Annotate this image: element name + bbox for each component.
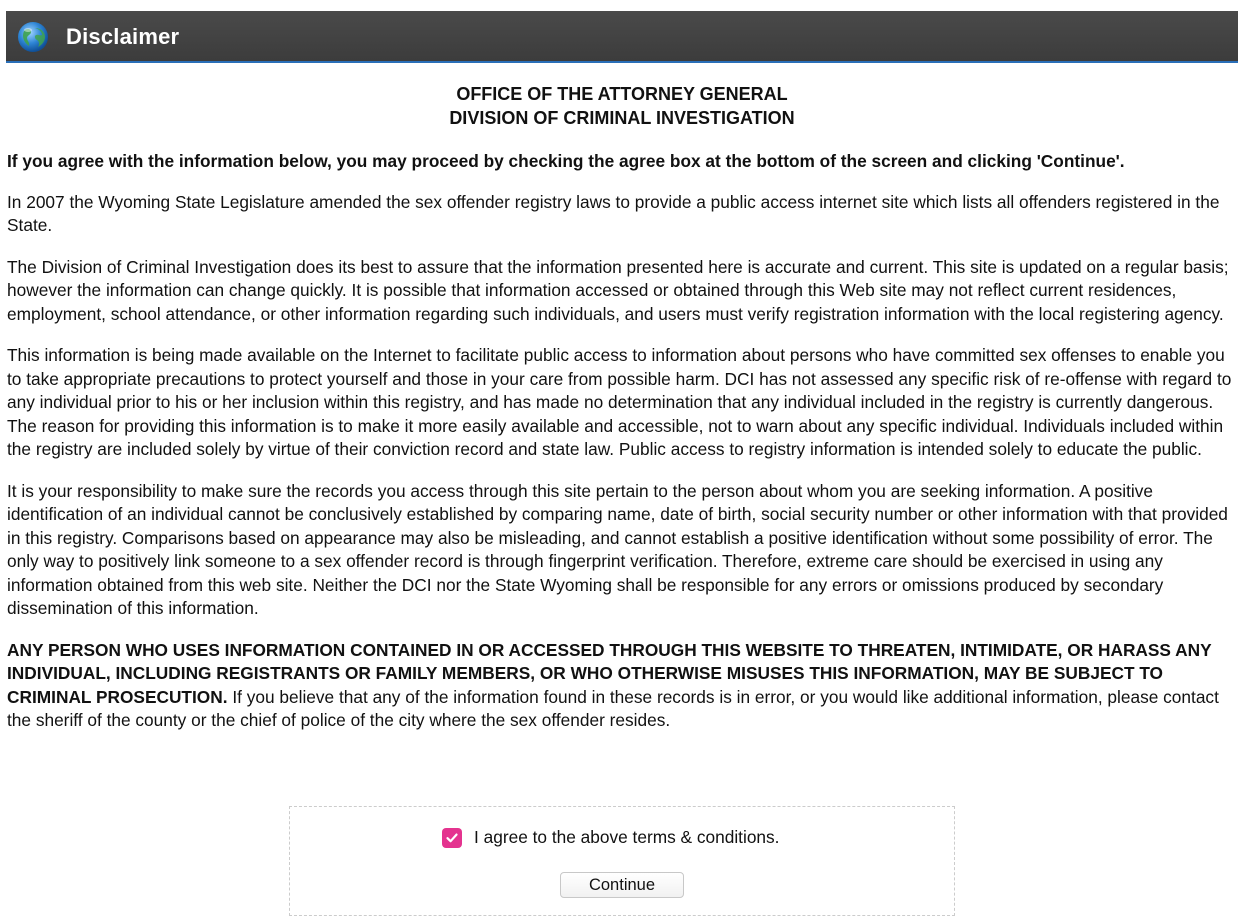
- agreement-panel: [289, 806, 955, 916]
- paragraph-warning: [7, 639, 1237, 733]
- intro-instruction: If you agree with the information below, you may proceed by checking the agree box at the bottom of the screen and clicking 'Continue'.: [7, 151, 1125, 171]
- office-heading-line1: OFFICE OF THE ATTORNEY GENERAL: [456, 84, 788, 104]
- warning-bold-text: ANY PERSON WHO USES INFORMATION CONTAINED IN OR ACCESSED THROUGH THIS WEBSITE TO THREATEN, INTIMIDATE, OR HARASS ANY INDIVIDUAL, INCLUDING REGISTRANTS OR FAMILY MEMBERS, OR WHO OTHERWISE MISUSES THIS INFORMATION, MAY BE SUBJECT TO CRIMINAL PROSECUTION.: [7, 639, 1212, 707]
- agree-row[interactable]: [442, 827, 779, 848]
- paragraph-public-access: This information is being made available on the Internet to facilitate public access to information about persons who have committed sex offenses to enable you to take appropriate precautions to protect yourself and those in your care from possible harm. DCI has not assessed any specific risk of re-offense with regard to any individual prior to his or her inclusion within this registry, and has made no determination that any individual included in the registry is currently dangerous. The reason for providing this information is to make it more easily available and accessible, not to warn about any specific individual. Individuals included within the registry are included solely by virtue of their conviction record and state law. Public access to registry information is intended solely to educate the public.: [7, 345, 1232, 459]
- disclaimer-content: [7, 82, 1237, 751]
- paragraph-legislature: In 2007 the Wyoming State Legislature amended the sex offender registry laws to provide a public access internet site which lists all offenders registered in the State.: [7, 191, 1220, 235]
- paragraph-responsibility: It is your responsibility to make sure the records you access through this site pertain to the person about whom you are seeking information. A positive identification of an individual cannot be conclusively established by comparing name, date of birth, social security number or other information with that provided in this registry. Comparisons based on appearance may also be misleading, and cannot establish a positive identification without some possibility of error. The only way to positively link someone to a sex offender record is through fingerprint verification. Therefore, extreme care should be exercised in using any information obtained from this web site. Neither the DCI nor the State Wyoming shall be responsible for any errors or omissions produced by secondary dissemination of this information.: [7, 480, 1228, 618]
- agree-checkbox[interactable]: [442, 828, 462, 848]
- checkmark-icon: [445, 831, 459, 845]
- window-title: Disclaimer: [66, 24, 180, 49]
- paragraph-accuracy: The Division of Criminal Investigation does its best to assure that the information presented here is accurate and current. This site is updated on a regular basis; however the information can change quickly. It is possible that information accessed or obtained through this Web site may not reflect current residences, employment, school attendance, or other information regarding such individuals, and users must verify registration information with the local registering agency.: [7, 256, 1229, 324]
- office-heading-line2: DIVISION OF CRIMINAL INVESTIGATION: [449, 108, 795, 128]
- continue-button[interactable]: Continue: [560, 872, 684, 898]
- globe-icon: [16, 20, 50, 54]
- agree-label[interactable]: I agree to the above terms & conditions.: [474, 827, 780, 847]
- title-bar: [6, 11, 1238, 63]
- warning-contact-text: If you believe that any of the information found in these records is in error, or you would like additional information, please contact the sheriff of the county or the chief of police of the city where the sex offender resides.: [7, 686, 1219, 730]
